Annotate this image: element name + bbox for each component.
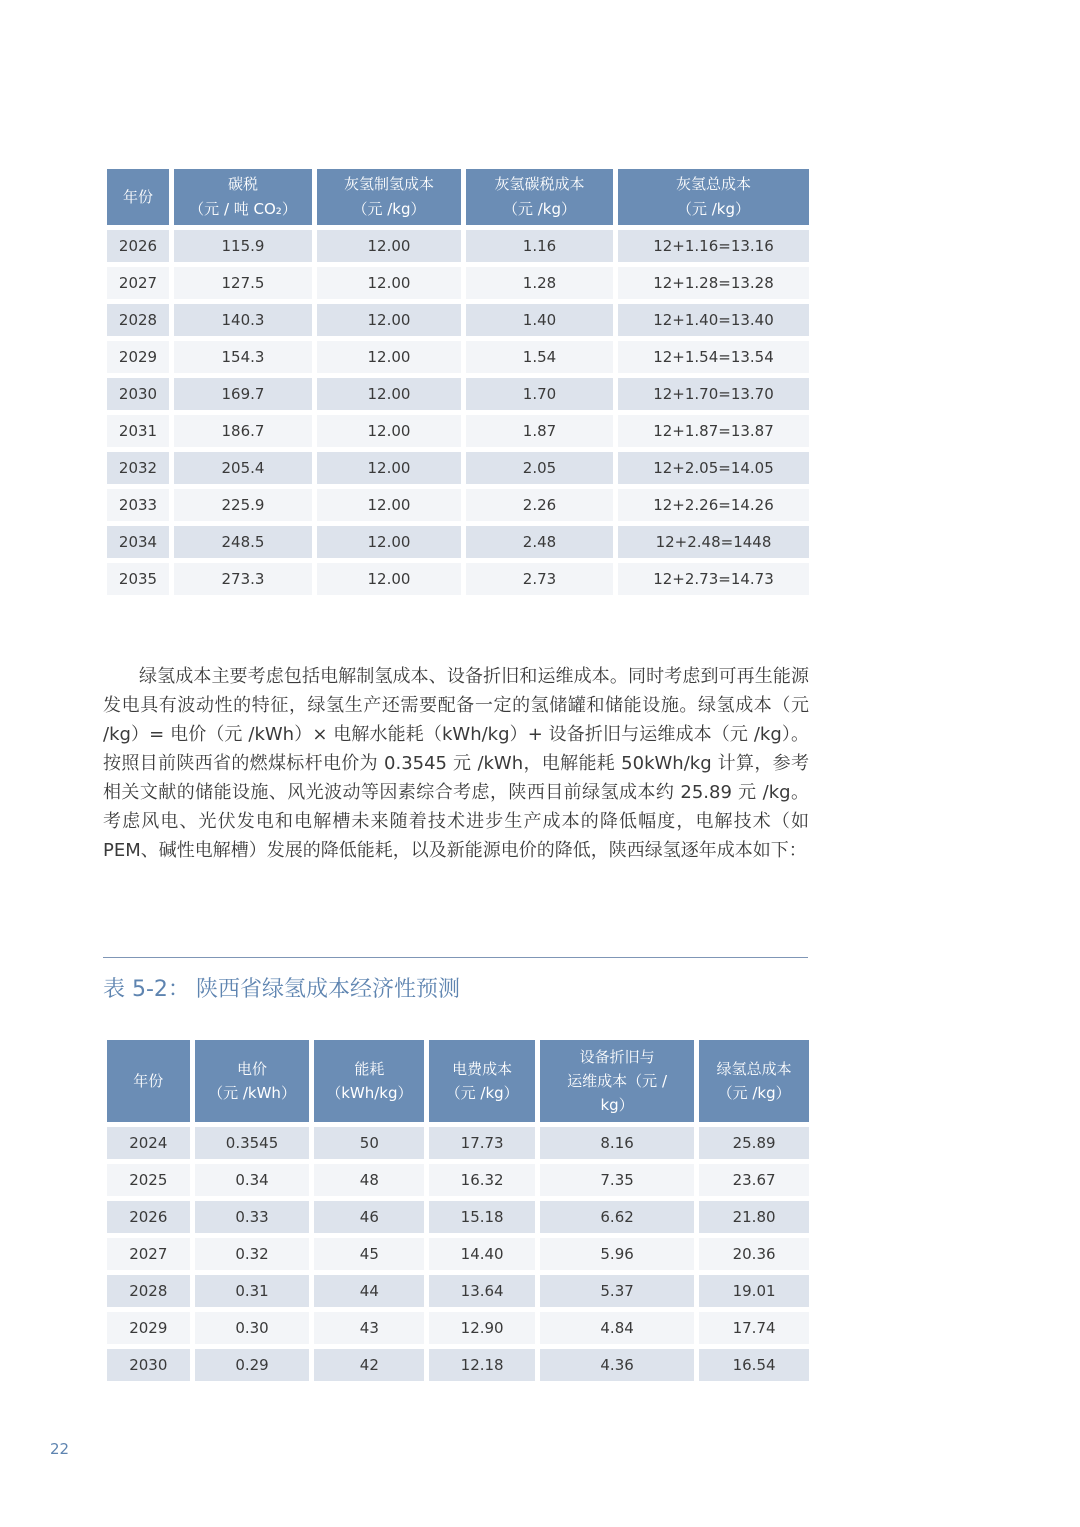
table-caption-number: 表 5-2： — [103, 977, 190, 1002]
table-cell: 12+1.40=13.40 — [618, 304, 809, 336]
table-cell: 2026 — [107, 230, 169, 262]
table-cell: 2026 — [107, 1201, 190, 1233]
grey-hydrogen-cost-table — [102, 164, 814, 600]
table-row — [107, 1349, 809, 1381]
table-cell: 20.36 — [699, 1238, 809, 1270]
table-header-row — [107, 169, 809, 225]
header-electricity-price: 电价 （元 /kWh） — [195, 1040, 310, 1122]
table-cell: 4.36 — [540, 1349, 694, 1381]
table-row — [107, 1201, 809, 1233]
table-cell: 13.64 — [429, 1275, 535, 1307]
table-cell: 17.73 — [429, 1127, 535, 1159]
header-electricity-cost: 电费成本 （元 /kg） — [429, 1040, 535, 1122]
table-cell: 1.70 — [466, 378, 613, 410]
table-cell: 12.00 — [317, 230, 461, 262]
table-row — [107, 1127, 809, 1159]
table-cell: 4.84 — [540, 1312, 694, 1344]
table-cell: 2029 — [107, 1312, 190, 1344]
table-cell: 12+2.73=14.73 — [618, 563, 809, 595]
table-cell: 127.5 — [174, 267, 312, 299]
table-row — [107, 563, 809, 595]
table-row — [107, 304, 809, 336]
table-cell: 12.18 — [429, 1349, 535, 1381]
table-row — [107, 378, 809, 410]
header-depreciation-om-cost: 设备折旧与 运维成本（元 / kg） — [540, 1040, 694, 1122]
header-year: 年份 — [107, 1040, 190, 1122]
table-cell: 12.00 — [317, 452, 461, 484]
table-cell: 0.34 — [195, 1164, 310, 1196]
table-cell: 12.00 — [317, 267, 461, 299]
table-cell: 115.9 — [174, 230, 312, 262]
table-cell: 140.3 — [174, 304, 312, 336]
table-cell: 186.7 — [174, 415, 312, 447]
table-cell: 12+1.54=13.54 — [618, 341, 809, 373]
table-cell: 2034 — [107, 526, 169, 558]
table-cell: 12+1.16=13.16 — [618, 230, 809, 262]
table-cell: 43 — [314, 1312, 424, 1344]
table-cell: 19.01 — [699, 1275, 809, 1307]
table-row — [107, 489, 809, 521]
table-cell: 16.54 — [699, 1349, 809, 1381]
header-year: 年份 — [107, 169, 169, 225]
table-row — [107, 1164, 809, 1196]
table-cell: 12+1.70=13.70 — [618, 378, 809, 410]
header-green-total-cost: 绿氢总成本 （元 /kg） — [699, 1040, 809, 1122]
table-cell: 12.00 — [317, 378, 461, 410]
table-cell: 2028 — [107, 1275, 190, 1307]
table-cell: 273.3 — [174, 563, 312, 595]
table-cell: 12+2.48=1448 — [618, 526, 809, 558]
table-cell: 2.73 — [466, 563, 613, 595]
table-cell: 50 — [314, 1127, 424, 1159]
table-cell: 8.16 — [540, 1127, 694, 1159]
table-caption — [103, 974, 460, 1006]
table-row — [107, 1312, 809, 1344]
header-grey-total-cost: 灰氢总成本 （元 /kg） — [618, 169, 809, 225]
table-row — [107, 452, 809, 484]
table-cell: 2031 — [107, 415, 169, 447]
table-cell: 25.89 — [699, 1127, 809, 1159]
table-cell: 12.00 — [317, 304, 461, 336]
table-cell: 5.37 — [540, 1275, 694, 1307]
header-carbon-tax: 碳税 （元 / 吨 CO₂） — [174, 169, 312, 225]
table-cell: 12+1.87=13.87 — [618, 415, 809, 447]
table-cell: 2.05 — [466, 452, 613, 484]
table-cell: 1.40 — [466, 304, 613, 336]
table-cell: 7.35 — [540, 1164, 694, 1196]
header-grey-carbon-tax-cost: 灰氢碳税成本 （元 /kg） — [466, 169, 613, 225]
body-paragraph: 绿氢成本主要考虑包括电解制氢成本、设备折旧和运维成本。同时考虑到可再生能源发电具有波动性的特征，绿氢生产还需要配备一定的氢储罐和储能设施。绿氢成本（元 /kg）= 电价（元 /kWh）× 电解水能耗（kWh/kg）+ 设备折旧与运维成本（元 /kg）。按照目前陕西省的燃煤标杆电价为 0.3545 元 /kWh，电解能耗 50kWh/kg 计算，参考相关文献的储能设施、风光波动等因素综合考虑，陕西目前绿氢成本约 25.89 元 /kg。考虑风电、光伏发电和电解槽未来随着技术进步生产成本的降低幅度，电解技术（如 PEM、碱性电解槽）发展的降低能耗，以及新能源电价的降低，陕西绿氢逐年成本如下： — [103, 666, 809, 861]
table-cell: 12.00 — [317, 415, 461, 447]
table-cell: 5.96 — [540, 1238, 694, 1270]
table-row — [107, 526, 809, 558]
table-cell: 0.30 — [195, 1312, 310, 1344]
table-cell: 2030 — [107, 378, 169, 410]
table-cell: 2028 — [107, 304, 169, 336]
table-cell: 12.00 — [317, 563, 461, 595]
table-cell: 2024 — [107, 1127, 190, 1159]
table-cell: 2033 — [107, 489, 169, 521]
table-cell: 0.31 — [195, 1275, 310, 1307]
table-row — [107, 341, 809, 373]
table-cell: 2029 — [107, 341, 169, 373]
table-cell: 12.00 — [317, 341, 461, 373]
table-cell: 225.9 — [174, 489, 312, 521]
table-cell: 12+1.28=13.28 — [618, 267, 809, 299]
table-cell: 2035 — [107, 563, 169, 595]
table-cell: 0.33 — [195, 1201, 310, 1233]
table-cell: 42 — [314, 1349, 424, 1381]
table-row — [107, 230, 809, 262]
table-cell: 1.28 — [466, 267, 613, 299]
table-cell: 2030 — [107, 1349, 190, 1381]
green-hydrogen-cost-table — [102, 1035, 814, 1386]
table-cell: 14.40 — [429, 1238, 535, 1270]
table-header-row — [107, 1040, 809, 1122]
table-cell: 12.00 — [317, 489, 461, 521]
table-row — [107, 415, 809, 447]
table-cell: 1.87 — [466, 415, 613, 447]
table-cell: 12+2.05=14.05 — [618, 452, 809, 484]
table-cell: 2025 — [107, 1164, 190, 1196]
table-cell: 2032 — [107, 452, 169, 484]
table-cell: 12+2.26=14.26 — [618, 489, 809, 521]
table-row — [107, 1275, 809, 1307]
table-row — [107, 267, 809, 299]
table-cell: 2.48 — [466, 526, 613, 558]
table-cell: 169.7 — [174, 378, 312, 410]
table-cell: 248.5 — [174, 526, 312, 558]
table-cell: 12.90 — [429, 1312, 535, 1344]
table-cell: 1.16 — [466, 230, 613, 262]
section-divider — [103, 957, 808, 958]
table-cell: 2027 — [107, 267, 169, 299]
table-cell: 44 — [314, 1275, 424, 1307]
table-cell: 21.80 — [699, 1201, 809, 1233]
header-grey-production-cost: 灰氢制氢成本 （元 /kg） — [317, 169, 461, 225]
table-row — [107, 1238, 809, 1270]
table-cell: 17.74 — [699, 1312, 809, 1344]
table-cell: 6.62 — [540, 1201, 694, 1233]
table-cell: 48 — [314, 1164, 424, 1196]
table-cell: 2027 — [107, 1238, 190, 1270]
table-cell: 0.32 — [195, 1238, 310, 1270]
table-caption-text: 陕西省绿氢成本经济性预测 — [195, 977, 460, 1002]
header-energy-consumption: 能耗 （kWh/kg） — [314, 1040, 424, 1122]
table-cell: 0.3545 — [195, 1127, 310, 1159]
table-cell: 46 — [314, 1201, 424, 1233]
table-cell: 45 — [314, 1238, 424, 1270]
table-cell: 12.00 — [317, 526, 461, 558]
table-cell: 23.67 — [699, 1164, 809, 1196]
table-cell: 15.18 — [429, 1201, 535, 1233]
table-cell: 205.4 — [174, 452, 312, 484]
table-cell: 1.54 — [466, 341, 613, 373]
table-cell: 154.3 — [174, 341, 312, 373]
page-number: 22 — [50, 1440, 70, 1458]
table-cell: 2.26 — [466, 489, 613, 521]
table-cell: 0.29 — [195, 1349, 310, 1381]
table-cell: 16.32 — [429, 1164, 535, 1196]
